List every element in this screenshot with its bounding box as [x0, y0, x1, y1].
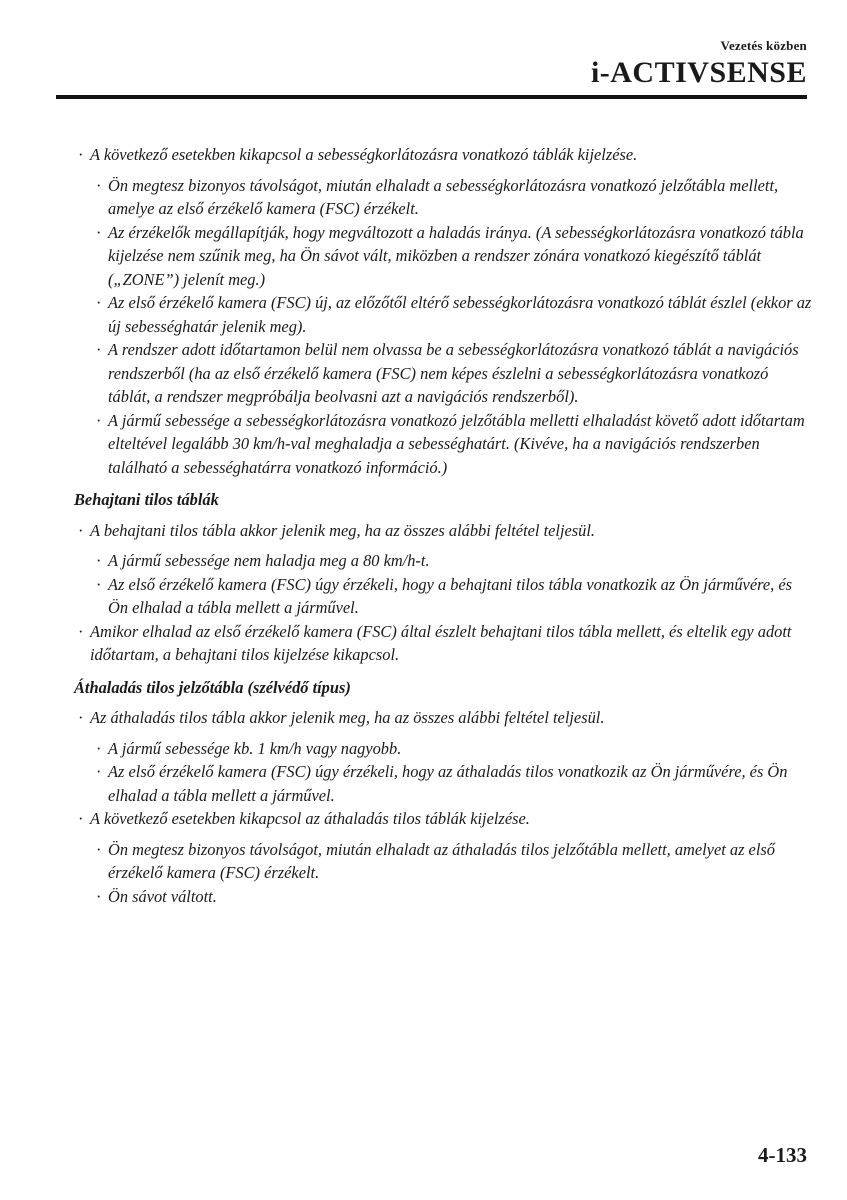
paragraph: · A következő esetekben kikapcsol a sebességkorlátozásra vonatkozó táblák kijelzése. — [74, 143, 814, 167]
list-item: · A jármű sebessége a sebességkorlátozásra vonatkozó jelzőtábla melletti elhaladást követő adott időtartam elteltével legalább 30 km/h-val meghaladja a sebességhatárt. (Kivéve, ha a navigációs rendszerben található a sebességhatárra vonatkozó információ.) — [96, 410, 805, 477]
bullet-icon: · — [78, 520, 84, 540]
header-divider — [56, 95, 807, 99]
list-item: · Az első érzékelő kamera (FSC) új, az előzőtől eltérő sebességkorlátozásra vonatkozó táblát észlel (ekkor az új sebességhatár jelenik meg). — [96, 293, 812, 336]
bullet-icon: · — [96, 839, 102, 859]
bullet-icon: · — [96, 574, 102, 594]
bullet-icon: · — [96, 410, 102, 430]
list-item: · Az érzékelők megállapítják, hogy megváltozott a haladás iránya. (A sebességkorlátozásra vonatkozó tábla kijelzése nem szűnik meg, ha Ön sávot vált, miközben a rendszer zónára vonatkozó kiegészítő táblát („ZONE”) jelenít meg.) — [96, 222, 804, 289]
bullet-icon: · — [78, 145, 84, 164]
list-item: · A jármű sebessége kb. 1 km/h vagy nagyobb. — [74, 737, 814, 761]
bullet-icon: · — [96, 340, 102, 359]
list-item: · Az első érzékelő kamera (FSC) úgy érzékeli, hogy az áthaladás tilos vonatkozik az Ön járművére, és Ön elhalad a tábla mellett a járművel. — [96, 762, 788, 805]
bullet-icon: · — [78, 621, 84, 641]
paragraph: · Amikor elhalad az első érzékelő kamera (FSC) által észlelt behajtani tilos tábla mellett, és eltelik egy adott időtartam, a behajtani tilos kijelzése kikapcsol. — [78, 621, 792, 664]
paragraph: · A következő esetekben kikapcsol az áthaladás tilos táblák kijelzése. — [74, 807, 814, 831]
bullet-icon: · — [96, 175, 102, 195]
list-item: · A jármű sebessége nem haladja meg a 80 km/h-t. — [74, 549, 814, 573]
paragraph: · A behajtani tilos tábla akkor jelenik meg, ha az összes alábbi feltétel teljesül. — [74, 519, 814, 543]
list-item: · Az első érzékelő kamera (FSC) úgy érzékeli, hogy a behajtani tilos tábla vonatkozik az Ön járművére, és Ön elhalad a tábla mellett a járművel. — [96, 574, 793, 617]
section-heading: Behajtani tilos táblák — [74, 490, 219, 509]
paragraph: · Az áthaladás tilos tábla akkor jelenik meg, ha az összes alábbi feltétel teljesül. — [74, 706, 814, 730]
bullet-icon: · — [96, 222, 102, 242]
chapter-title: i-ACTIVSENSE — [590, 56, 807, 89]
bullet-icon: · — [96, 551, 102, 570]
page-number: 4-133 — [758, 1143, 807, 1167]
section-heading: Áthaladás tilos jelzőtábla (szélvédő típus) — [74, 677, 351, 697]
list-item: · Ön megtesz bizonyos távolságot, miután elhaladt a sebességkorlátozásra vonatkozó jelzőtábla mellett, amelye az első érzékelő kamera (FSC) érzékelt. — [96, 175, 779, 218]
bullet-icon: · — [96, 293, 102, 312]
bullet-icon: · — [96, 762, 102, 781]
page-body — [74, 143, 814, 908]
list-item: · Ön sávot váltott. — [74, 885, 814, 909]
bullet-icon: · — [78, 809, 84, 828]
bullet-icon: · — [78, 708, 84, 727]
bullet-icon: · — [96, 886, 102, 906]
list-item: · A rendszer adott időtartamon belül nem olvassa be a sebességkorlátozásra vonatkozó táblát a navigációs rendszerből (ha az első érzékelő kamera (FSC) nem képes észlelni a sebességkorlátozásra vonatkozó táblát, a rendszer megpróbálja beolvasni azt a navigációs rendszerből). — [96, 340, 799, 406]
list-item: · Ön megtesz bizonyos távolságot, miután elhaladt az áthaladás tilos jelzőtábla mellett, amelyet az első érzékelő kamera (FSC) érzékelt. — [96, 839, 775, 882]
bullet-icon: · — [96, 738, 102, 758]
section-title: Vezetés közben — [720, 38, 807, 53]
